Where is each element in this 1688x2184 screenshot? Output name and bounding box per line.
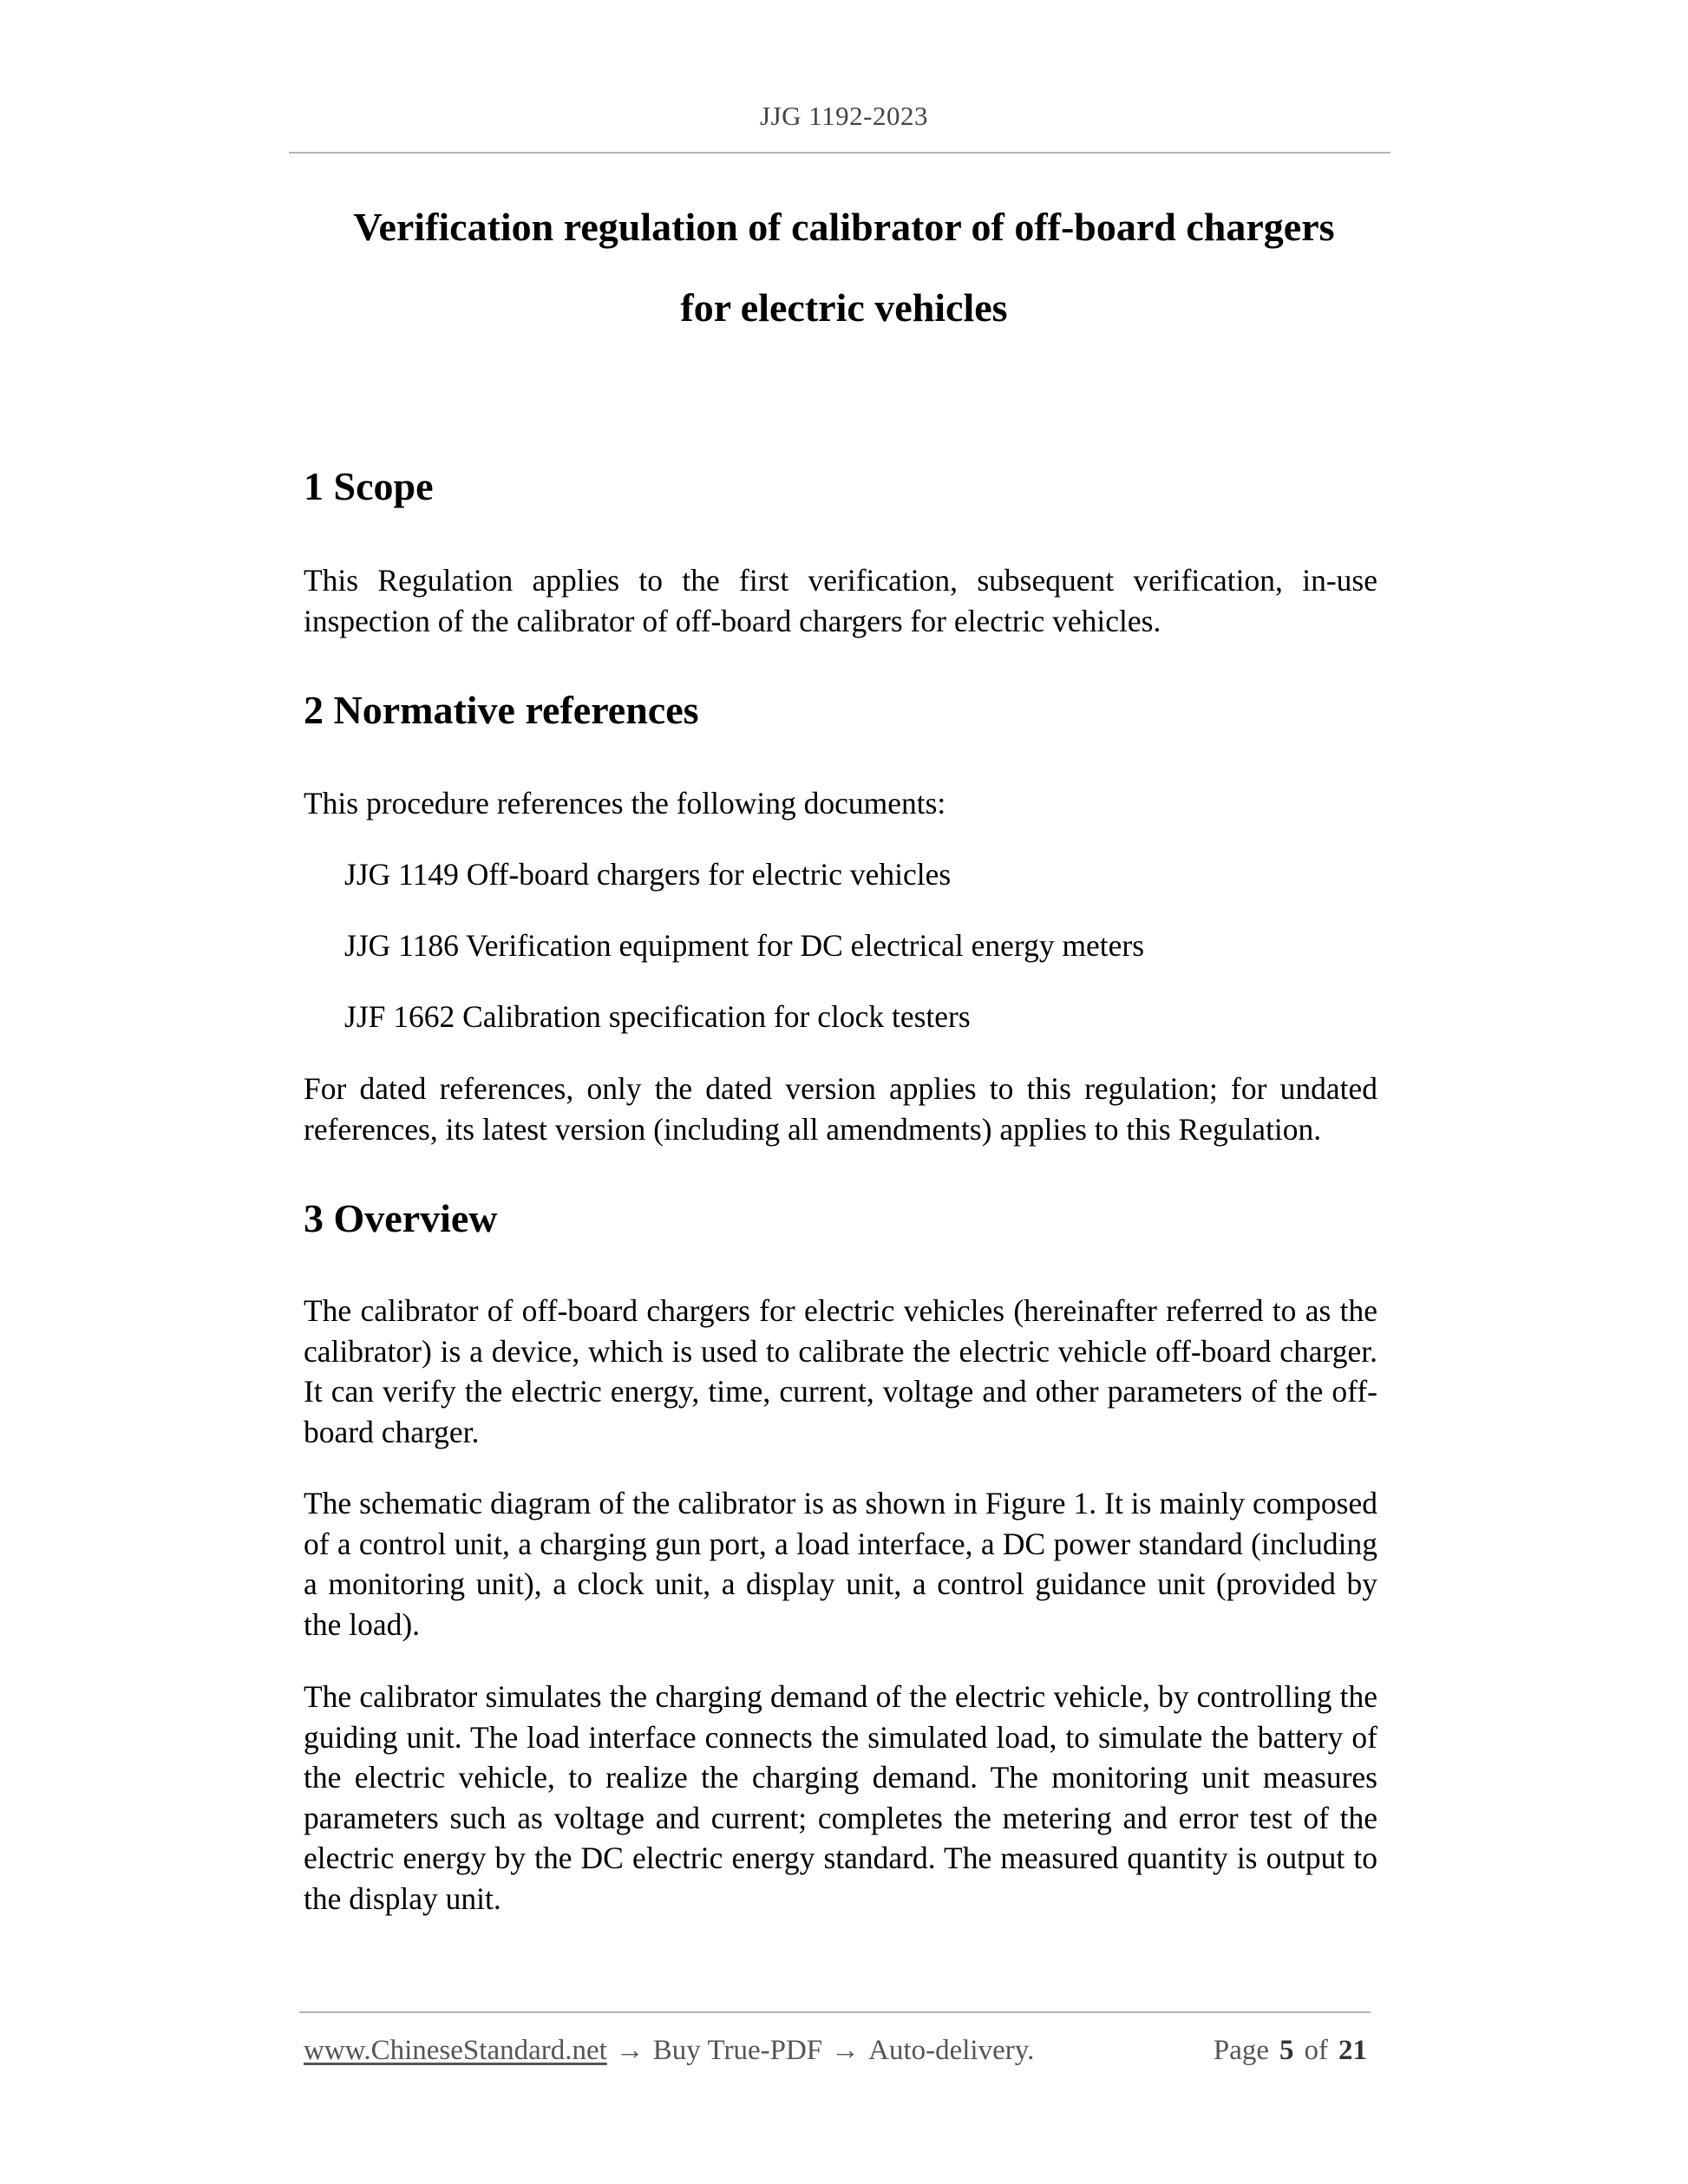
page-indicator <box>1214 2035 1367 2067</box>
page-footer <box>304 2035 1367 2067</box>
overview-paragraph: The calibrator simulates the charging demand of the electric vehicle, by controlling the guiding unit. The load interface connects the simulated load, to simulate the battery of the electric vehicle, to realize the charging demand. The monitoring unit measures parameters such as voltage and current; completes the metering and error test of the electric energy by the DC electric energy standard. The measured quantity is output to the display unit. <box>304 1679 1377 1916</box>
site-link[interactable]: www.ChineseStandard.net <box>304 2035 607 2066</box>
reference-item: JJF 1662 Calibration specification for clock testers <box>344 999 971 1034</box>
footer-promo <box>304 2035 1034 2067</box>
overview-paragraph: The calibrator of off-board chargers for electric vehicles (hereinafter referred to as the calibrator) is a device, which is used to calibrate the electric vehicle off-board charger. It can verify the electric energy, time, current, voltage and other parameters of the off-board charger. <box>304 1293 1377 1449</box>
reference-item: JJG 1149 Off-board chargers for electric vehicles <box>344 857 952 892</box>
running-header: JJG 1192-2023 <box>760 101 928 131</box>
overview-paragraph: The schematic diagram of the calibrator is as shown in Figure 1. It is mainly composed of a control unit, a charging gun port, a load interface, a DC power standard (including a monitoring unit), a clock unit, a display unit, a control guidance unit (provided by the load). <box>304 1486 1377 1642</box>
reference-item: JJG 1186 Verification equipment for DC electrical energy meters <box>344 928 1145 963</box>
scope-paragraph: This Regulation applies to the first verification, subsequent verification, in-use inspection of the calibrator of off-board chargers for electric vehicles. <box>304 563 1377 638</box>
normative-note: For dated references, only the dated version applies to this regulation; for undated references, its latest version (including all amendments) applies to this Regulation. <box>304 1071 1377 1147</box>
footer-divider <box>299 2011 1371 2013</box>
normative-intro: This procedure references the following documents: <box>304 786 946 821</box>
page-label: Page <box>1213 2035 1269 2066</box>
section-heading-normative-references: 2 Normative references <box>304 688 699 732</box>
of-label: of <box>1304 2035 1328 2066</box>
total-pages: 21 <box>1338 2035 1367 2066</box>
buy-text: Buy True-PDF <box>652 2035 823 2066</box>
delivery-text: Auto-delivery. <box>868 2035 1035 2066</box>
arrow-right-icon: → <box>831 2035 860 2066</box>
document-title-line-2: for electric vehicles <box>680 285 1008 330</box>
arrow-right-icon: → <box>615 2035 644 2066</box>
section-heading-scope: 1 Scope <box>304 464 434 508</box>
page-number: 5 <box>1279 2035 1294 2066</box>
document-title-line-1: Verification regulation of calibrator of off-board chargers <box>353 205 1335 249</box>
header-divider <box>289 152 1390 154</box>
section-heading-overview: 3 Overview <box>304 1196 498 1240</box>
